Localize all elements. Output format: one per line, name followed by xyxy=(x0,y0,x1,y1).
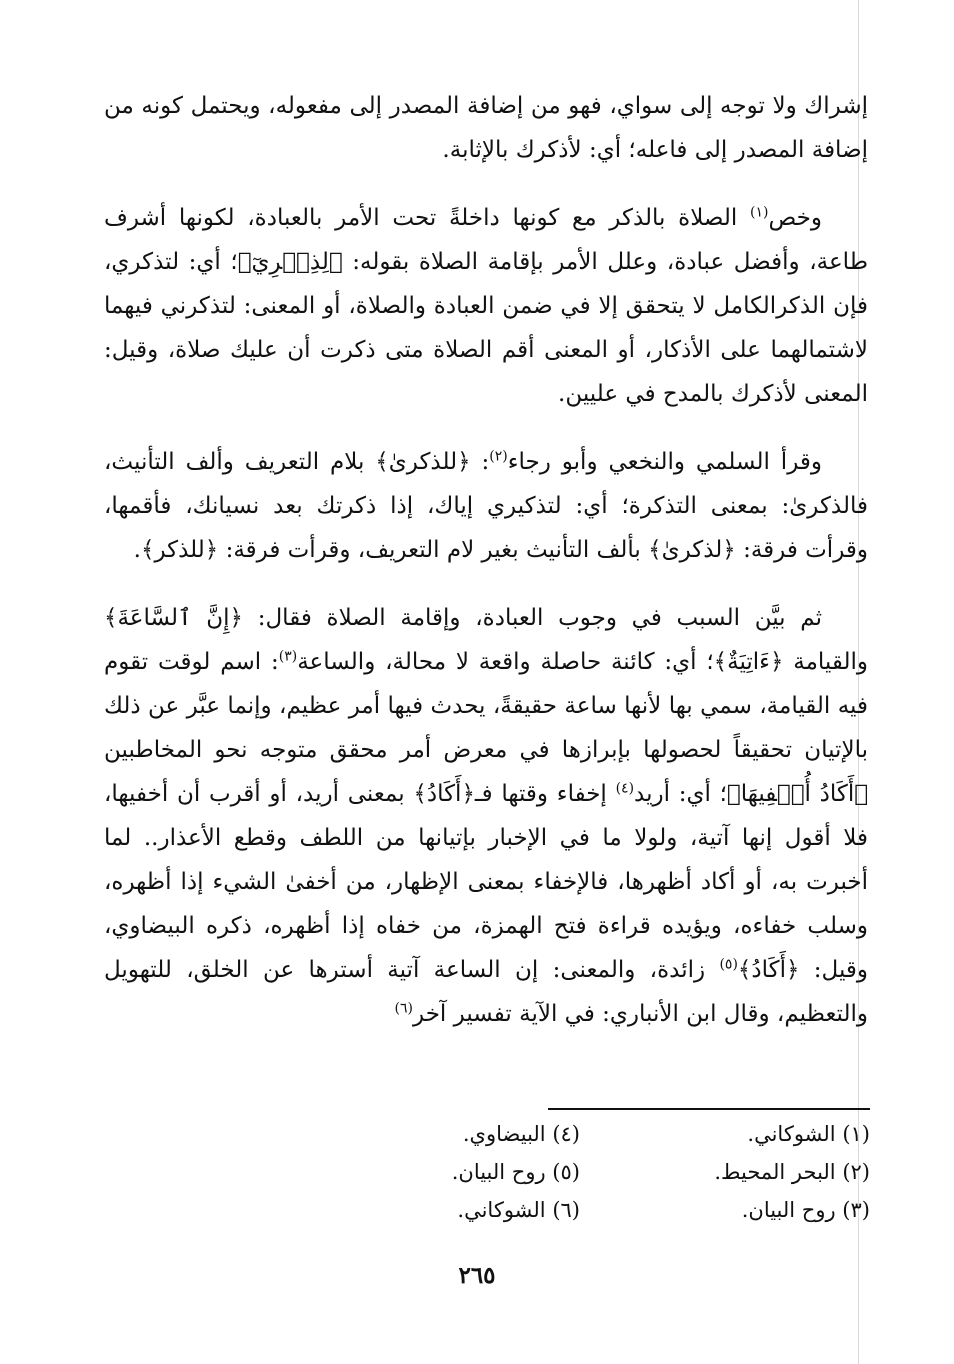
footnote-ref-3[interactable]: (٣) xyxy=(278,648,298,665)
paragraph-2 xyxy=(104,196,868,416)
paragraph-1-text: إشراك ولا توجه إلى سواي، فهو من إضافة المصدر إلى مفعوله، ويحتمل كونه من إضافة المصدر إلى فاعله؛ أي: لأذكرك بالإثابة. xyxy=(104,93,868,163)
footnote-1: (١) الشوكاني. xyxy=(747,1122,870,1146)
paragraph-4-part-4: زائدة، والمعنى: إن الساعة آتية أسترها عن الخلق، للتهويل والتعظيم، وقال ابن الأنباري: في الآية تفسير آخر xyxy=(104,957,868,1027)
paragraph-4-part-2: : اسم لوقت تقوم فيه القيامة، سمي بها لأنها ساعة حقيقةً، يحدث فيها أمر عظيم، وإنما عبَّر عن ذلك بالإتيان تحقيقاً لحصولها بإبرازها في معرض أمر محقق متوجه نحو المخاطبين ﴿أَكَادُ أُخۡفِيهَا﴾؛ أي: أريد xyxy=(104,649,869,807)
footnotes xyxy=(290,1122,870,1236)
page-number: ٢٦٥ xyxy=(458,1262,496,1289)
paragraph-3-after: : ﴿للذكرىٰ﴾ بلام التعريف وألف التأنيث، فالذكرىٰ: بمعنى التذكرة؛ أي: لتذكيري إياك، إذا ذكرتك بعد نسيانك، فأقمها، وقرأت فرقة: ﴿لذكرىٰ﴾ بألف التأنيث بغير لام التعريف، وقرأت فرقة: ﴿للذكر﴾. xyxy=(104,449,868,563)
footnote-4: (٤) البيضاوي. xyxy=(462,1122,580,1146)
paragraph-4-part-1: ثم بيَّن السبب في وجوب العبادة، وإقامة الصلاة فقال: ﴿إِنَّ ٱلسَّاعَةَ﴾ والقيامة ﴿ءَاتِيَةٌ﴾؛ أي: كائنة حاصلة واقعة لا محالة، والساعة xyxy=(104,605,869,675)
paragraph-4 xyxy=(104,596,868,1036)
footnote-ref-4[interactable]: (٤) xyxy=(615,780,635,797)
footnote-5: (٥) روح البيان. xyxy=(451,1160,580,1184)
footnote-ref-5[interactable]: (٥) xyxy=(719,956,738,973)
footnote-ref-2[interactable]: (٢) xyxy=(489,448,508,465)
paragraph-4-part-3: إخفاء وقتها فـ﴿أَكَادُ﴾ بمعنى أريد، أو أقرب أن أخفيها، فلا أقول إنها آتية، ولولا ما في الإخبار بإتيانها من اللطف وقطع الأعذار.. لما أخبرت به، أو أكاد أظهرها، فالإخفاء بمعنى الإظهار، من أخفىٰ الشيء إذا أظهره، وسلب خفاءه، ويؤيده قراءة فتح الهمزة، من خفاه إذا أظهره، ذكره البيضاوي، وقيل: ﴿أَكَادُ﴾ xyxy=(104,781,868,983)
footnote-separator xyxy=(548,1108,870,1110)
paragraph-2-after: الصلاة بالذكر مع كونها داخلةً تحت الأمر بالعبادة، لكونها أشرف طاعة، وأفضل عبادة، وعلل الأمر بإقامة الصلاة بقوله: ﴿لِذِكۡرِيٓ﴾؛ أي: لتذكري، فإن الذكرالكامل لا يتحقق إلا في ضمن العبادة والصلاة، أو المعنى: لتذكرني فيهما لاشتمالهما على الأذكار، أو المعنى أقم الصلاة متى ذكرت أن عليك صلاة، وقيل: المعنى لأذكرك بالمدح في عليين. xyxy=(104,205,868,407)
footnote-3: (٣) روح البيان. xyxy=(741,1198,870,1222)
footnote-ref-1[interactable]: (١) xyxy=(750,204,769,221)
paragraph-2-before: وخص xyxy=(768,205,822,231)
paragraph-1 xyxy=(104,84,868,172)
paragraph-3-before: وقرأ السلمي والنخعي وأبو رجاء xyxy=(507,449,822,475)
footnote-2: (٢) البحر المحيط. xyxy=(714,1160,870,1184)
main-text xyxy=(104,84,868,1060)
paragraph-3 xyxy=(104,440,868,572)
footnote-ref-6[interactable]: (٦) xyxy=(394,1000,414,1017)
footnote-6: (٦) الشوكاني. xyxy=(457,1198,580,1222)
